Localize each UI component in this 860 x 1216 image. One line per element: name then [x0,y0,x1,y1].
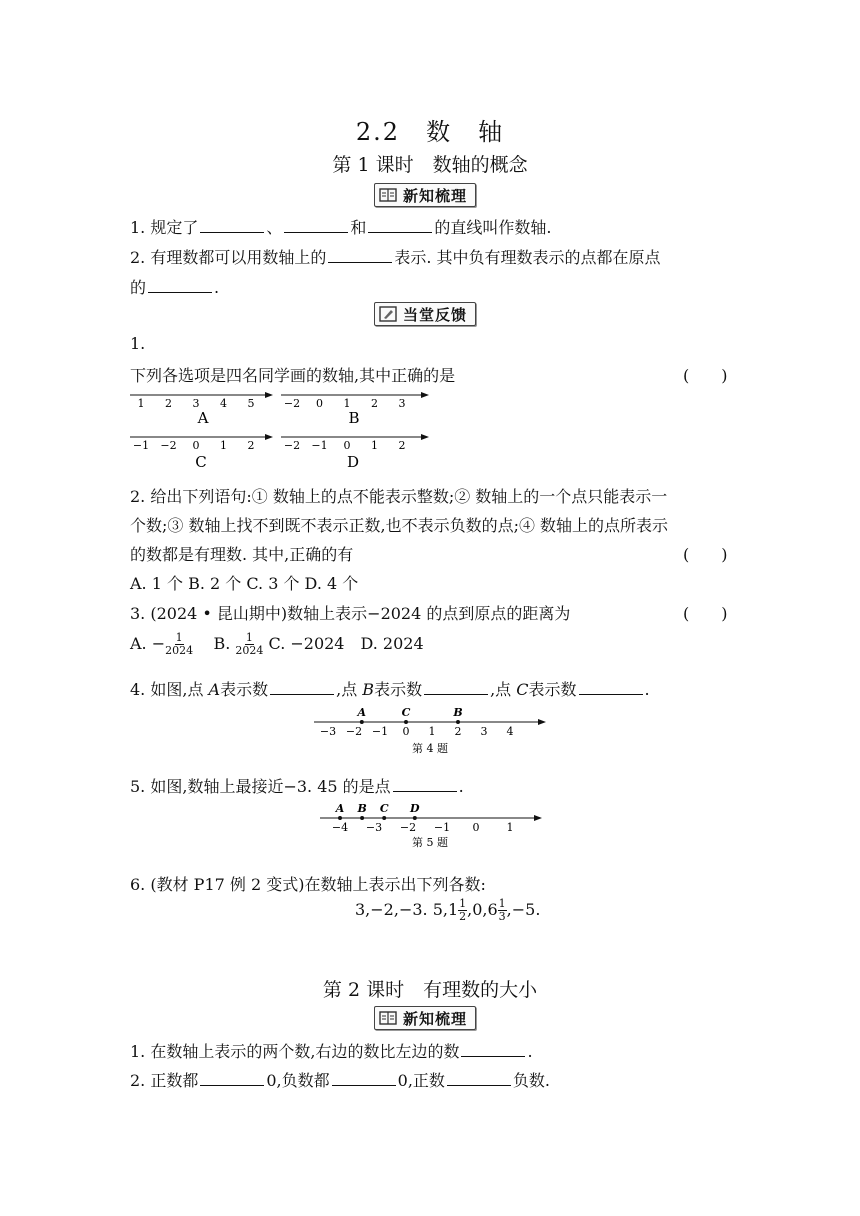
knowledge1-q2-cont [130,275,219,298]
axis-arrow [534,815,542,821]
fraction-denominator: 2024 [235,644,264,657]
option-b: B. [213,634,231,653]
tick-label: −2 [160,439,177,452]
feedback-q3-options [130,631,424,657]
tick-label: 4 [220,397,227,410]
question-text: 和 [350,218,367,237]
question-text: 5. 如图,数轴上最接近−3. 45 的是点 [130,777,391,796]
question-number: 2. [130,248,146,267]
fraction-numerator: 1 [245,631,253,644]
point-C [404,720,408,724]
fraction-denominator: 3 [498,910,506,923]
tick-label: −2 [283,397,301,410]
question-text: 2. 正数都 [130,1071,199,1090]
axis-label: B [348,409,360,427]
tick-label: 1 [428,725,436,738]
fraction [235,632,263,657]
question-text: 0,负数都 [266,1071,330,1090]
pen-icon [379,306,397,322]
question-text: 表示数 [528,680,577,699]
point-name: C [516,680,529,699]
fraction-denominator: 2024 [165,644,194,657]
knowledge1-q1 [130,215,552,238]
feedback-q6-numbers [355,898,540,923]
question-text: . [458,777,464,796]
tick-label: 0 [343,439,351,452]
new-knowledge-badge-2 [374,1006,476,1030]
number-list: 3,−2,−3. 5,1 [355,900,459,919]
new-knowledge-badge [374,183,476,207]
tick-label: −2 [345,725,363,738]
point-label-C: C [379,802,389,815]
feedback-q1-number: 1. [130,334,146,353]
tick-label: 3 [480,725,488,738]
answer-blank[interactable] [368,231,432,233]
question-text: . [214,278,220,297]
tick-label: 0 [192,439,200,452]
tick-label: 1 [343,397,351,410]
tick-label: −4 [331,821,349,834]
answer-blank[interactable] [200,1084,264,1086]
question-text: 表示数 [374,680,423,699]
fraction-numerator: 1 [175,631,183,644]
book-icon [379,187,397,203]
question-text: 的直线叫作数轴. [434,218,552,237]
point-label-B: B [453,706,463,719]
tick-label: 1 [137,397,145,410]
feedback-q2-line1: 2. 给出下列语句:① 数轴上的点不能表示整数;② 数轴上的一个点只能表示一 [130,487,668,506]
tick-label: 1 [220,439,227,452]
answer-blank[interactable] [332,1084,396,1086]
tick-label: −2 [283,439,301,452]
question-text: 表示数 [220,680,269,699]
axis-D [281,433,429,471]
tick-label: −2 [399,821,417,834]
point-D [413,816,417,820]
axis-arrow [421,392,429,398]
answer-parentheses[interactable]: ( ) [683,604,728,623]
feedback-q2-line2: 个数;③ 数轴上找不到既不表示正数,也不表示负数的点;④ 数轴上的点所表示 [130,516,669,535]
knowledge2-q2 [130,1068,550,1091]
answer-blank[interactable] [447,1084,511,1086]
question-text: 4. 如图,点 [130,680,209,699]
badge-label: 新知梳理 [403,186,468,205]
figure-caption: 第 4 题 [412,742,448,755]
tick-label: 4 [506,725,514,738]
feedback-badge [374,302,476,326]
feedback-q2-options: A. 1 个 B. 2 个 C. 3 个 D. 4 个 [130,574,359,593]
question-text: 0,正数 [397,1071,445,1090]
tick-label: 2 [454,725,462,738]
axis-label: A [197,409,209,427]
book-icon [379,1010,397,1026]
tick-label: −1 [433,821,451,834]
axis-label: D [346,453,360,471]
tick-label: −1 [311,439,328,452]
point-label-D: D [410,802,420,815]
question-number: 1. [130,218,146,237]
knowledge2-q1 [130,1039,533,1062]
fraction-denominator: 2 [459,910,467,923]
answer-blank[interactable] [393,790,457,792]
feedback-q6-text: 6. (教材 P17 例 2 变式)在数轴上表示出下列各数: [130,875,486,894]
axis-A [130,391,273,427]
question-text: 表示. 其中负有理数表示的点都在原点 [394,248,661,267]
badge-label: 当堂反馈 [403,305,468,324]
tick-label: 1 [371,439,378,452]
tick-label: −3 [365,821,383,834]
feedback-q5 [130,774,464,797]
tick-label: 3 [192,397,200,410]
fraction [458,898,467,923]
point-C [382,816,386,820]
q1-axes-figure [128,388,438,474]
question-text: 规定了 [150,218,199,237]
option-a: A. − [130,634,166,653]
point-label-B: B [357,802,367,815]
answer-blank[interactable] [200,231,264,233]
answer-blank[interactable] [284,231,348,233]
question-text: ,点 [336,680,363,699]
tick-label: 2 [398,439,406,452]
point-B [360,816,364,820]
axis-arrow [538,719,546,725]
answer-blank[interactable] [424,693,488,695]
tick-label: 5 [247,397,255,410]
question-text: . [527,1042,533,1061]
answer-blank[interactable] [461,1055,525,1057]
point-name: A [208,680,221,699]
section-title: 2.2 数 轴 [355,118,505,146]
badge-label: 新知梳理 [403,1009,468,1028]
axis-label: C [195,453,207,471]
question-text: 负数. [512,1071,551,1090]
fraction [498,898,507,923]
fraction-numerator: 1 [498,897,506,910]
point-A [338,816,342,820]
question-text: . [644,680,650,699]
question-text: 有理数都可以用数轴上的 [150,248,327,267]
axis-C [130,433,273,471]
axis-arrow [421,434,429,440]
question-text: ,点 [490,680,517,699]
figure-4-number-line [310,700,550,760]
knowledge1-q2 [130,245,661,268]
point-name: B [362,680,375,699]
question-text: 、 [266,218,283,237]
point-B [456,720,460,724]
question-text: 1. 在数轴上表示的两个数,右边的数比左边的数 [130,1042,460,1061]
answer-blank[interactable] [328,261,392,263]
tick-label: 1 [506,821,514,834]
fraction [165,632,193,657]
figure-caption: 第 5 题 [412,836,448,849]
point-label-A: A [335,802,345,815]
figure-5-number-line [316,798,546,854]
axis-B [281,391,429,427]
tick-label: −1 [132,439,150,452]
answer-blank[interactable] [579,693,643,695]
tick-label: 0 [316,397,323,410]
point-A [360,720,364,724]
tick-label: 0 [472,821,480,834]
point-label-C: C [401,706,411,719]
feedback-q4 [130,677,650,700]
axis-arrow [265,392,273,398]
point-label-A: A [357,706,367,719]
number-list: ,−5. [506,900,541,919]
number-list: ,0,6 [467,900,498,919]
answer-parentheses[interactable]: ( ) [683,366,728,385]
axis-arrow [265,434,273,440]
answer-parentheses[interactable]: ( ) [683,545,728,564]
tick-label: −3 [319,725,337,738]
tick-label: 2 [371,397,378,410]
lesson-2-title: 第 2 课时 有理数的大小 [322,979,538,1001]
answer-blank[interactable] [148,291,212,293]
tick-label: 2 [247,439,255,452]
tick-label: 2 [165,397,172,410]
feedback-q3-text: 3. (2024 • 昆山期中)数轴上表示−2024 的点到原点的距离为 [130,604,571,623]
tick-label: 0 [402,725,410,738]
answer-blank[interactable] [270,693,334,695]
lesson-1-title: 第 1 课时 数轴的概念 [332,154,528,176]
feedback-q2-line3: 的数都是有理数. 其中,正确的有 [130,545,354,564]
feedback-q1-text: 下列各选项是四名同学画的数轴,其中正确的是 [130,366,456,385]
question-text: 的 [130,278,147,297]
option-c-d: C. −2024 D. 2024 [268,634,424,653]
tick-label: −1 [371,725,389,738]
fraction-numerator: 1 [459,897,467,910]
tick-label: 3 [398,397,406,410]
